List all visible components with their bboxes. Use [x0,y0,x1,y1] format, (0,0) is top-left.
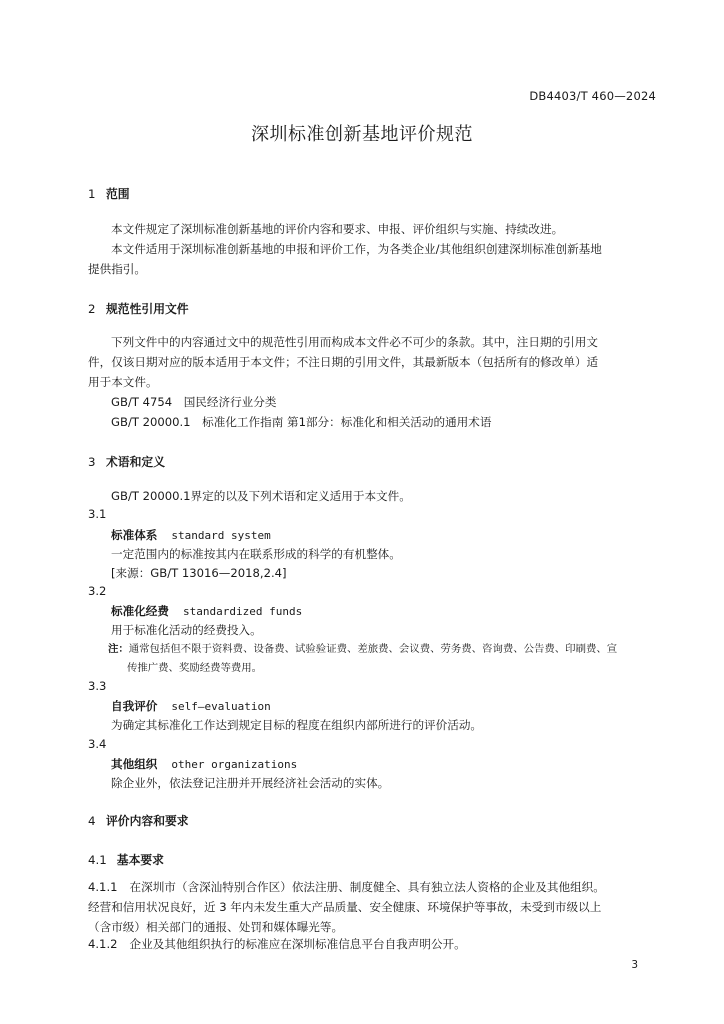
clause-number: 4.1.1 [88,880,118,894]
term-definition: 用于标准化活动的经费投入。 [111,623,262,637]
clause-4-1-2 [88,934,656,954]
note-line: 传推广费、奖励经费等费用。 [127,662,263,674]
paragraph-line: 提供指引。 [88,262,146,276]
term-entry [111,603,302,619]
subsection-number: 4.1 [88,853,107,867]
paragraph: 本文件规定了深圳标准创新基地的评价内容和要求、申报、评价组织与实施、持续改进。 [111,222,564,236]
clause-text: 在深圳市（含深汕特别合作区）依法注册、制度健全、具有独立法人资格的企业及其他组织。 [129,880,605,894]
section-number: 4 [88,814,96,828]
clause-number: 4.1.2 [88,937,118,951]
document-title: 深圳标准创新基地评价规范 [251,124,473,145]
term-number: 3.3 [88,679,107,693]
term-number: 3.4 [88,737,107,751]
section-number: 2 [88,302,96,316]
page-number: 3 [631,959,638,971]
term-entry [111,698,271,714]
term-en: self—evaluation [171,700,271,713]
term-zh: 标准体系 [111,528,158,542]
term-entry [111,756,297,772]
term-zh: 自我评价 [111,699,158,713]
section-3-heading [88,453,165,470]
term-number: 3.2 [88,584,107,598]
term-en: standard system [171,529,271,542]
section-title: 范围 [106,187,130,201]
section-title: 规范性引用文件 [106,302,189,316]
section-title: 评价内容和要求 [106,814,189,828]
reference-item: GB/T 4754 国民经济行业分类 [111,395,277,409]
term-en: standardized funds [182,605,303,618]
term-zh: 标准化经费 [111,604,169,618]
section-2-body [88,332,656,432]
subsection-title: 基本要求 [116,853,164,867]
clause-line [88,877,656,897]
reference-item: GB/T 20000.1 标准化工作指南 第1部分：标准化和相关活动的通用术语 [111,415,492,429]
paragraph-line: 用于本文件。 [88,375,158,389]
term-zh: 其他组织 [111,757,158,771]
section-4-heading [88,812,189,829]
term-definition: 除企业外，依法登记注册并开展经济社会活动的实体。 [111,776,390,790]
note-line [108,640,658,659]
term-note [108,640,658,678]
section-number: 1 [88,187,96,201]
term-entry [111,527,271,543]
note-text: 通常包括但不限于资料费、设备费、试验验证费、差旅费、会议费、劳务费、咨询费、公告费、印刷费、宣 [128,643,618,655]
term-number: 3.1 [88,507,107,521]
section-title: 术语和定义 [106,455,165,469]
section-1-body [88,219,656,279]
clause-line: （含市级）相关部门的通报、处罚和媒体曝光等。 [88,920,344,934]
clause-line [88,934,656,954]
paragraph-line: 下列文件中的内容通过文中的规范性引用而构成本文件必不可少的条款。其中，注日期的引用文 [111,335,598,349]
document-code: DB4403/T 460—2024 [529,89,656,103]
section-number: 3 [88,455,96,469]
section-2-heading [88,300,189,317]
section-3-intro [88,486,656,506]
clause-text: 企业及其他组织执行的标准应在深圳标准信息平台自我声明公开。 [129,937,466,951]
paragraph: GB/T 20000.1界定的以及下列术语和定义适用于本文件。 [111,489,411,503]
term-en: other organizations [171,758,298,771]
term-source: [来源：GB/T 13016—2018,2.4] [111,566,287,580]
clause-4-1-1 [88,877,656,937]
note-label: 注： [108,643,129,655]
term-definition: 一定范围内的标准按其内在联系形成的科学的有机整体。 [111,547,401,561]
paragraph-line: 本文件适用于深圳标准创新基地的申报和评价工作，为各类企业/其他组织创建深圳标准创新基地 [111,242,602,256]
term-definition: 为确定其标准化工作达到规定目标的程度在组织内部所进行的评价活动。 [111,718,483,732]
subsection-4-1-heading [88,851,164,868]
section-1-heading [88,185,130,202]
clause-line: 经营和信用状况良好，近 3 年内未发生重大产品质量、安全健康、环境保护等事故，未受到市级以上 [88,900,602,914]
paragraph-line: 件，仅该日期对应的版本适用于本文件；不注日期的引用文件，其最新版本（包括所有的修改单）适 [88,355,599,369]
